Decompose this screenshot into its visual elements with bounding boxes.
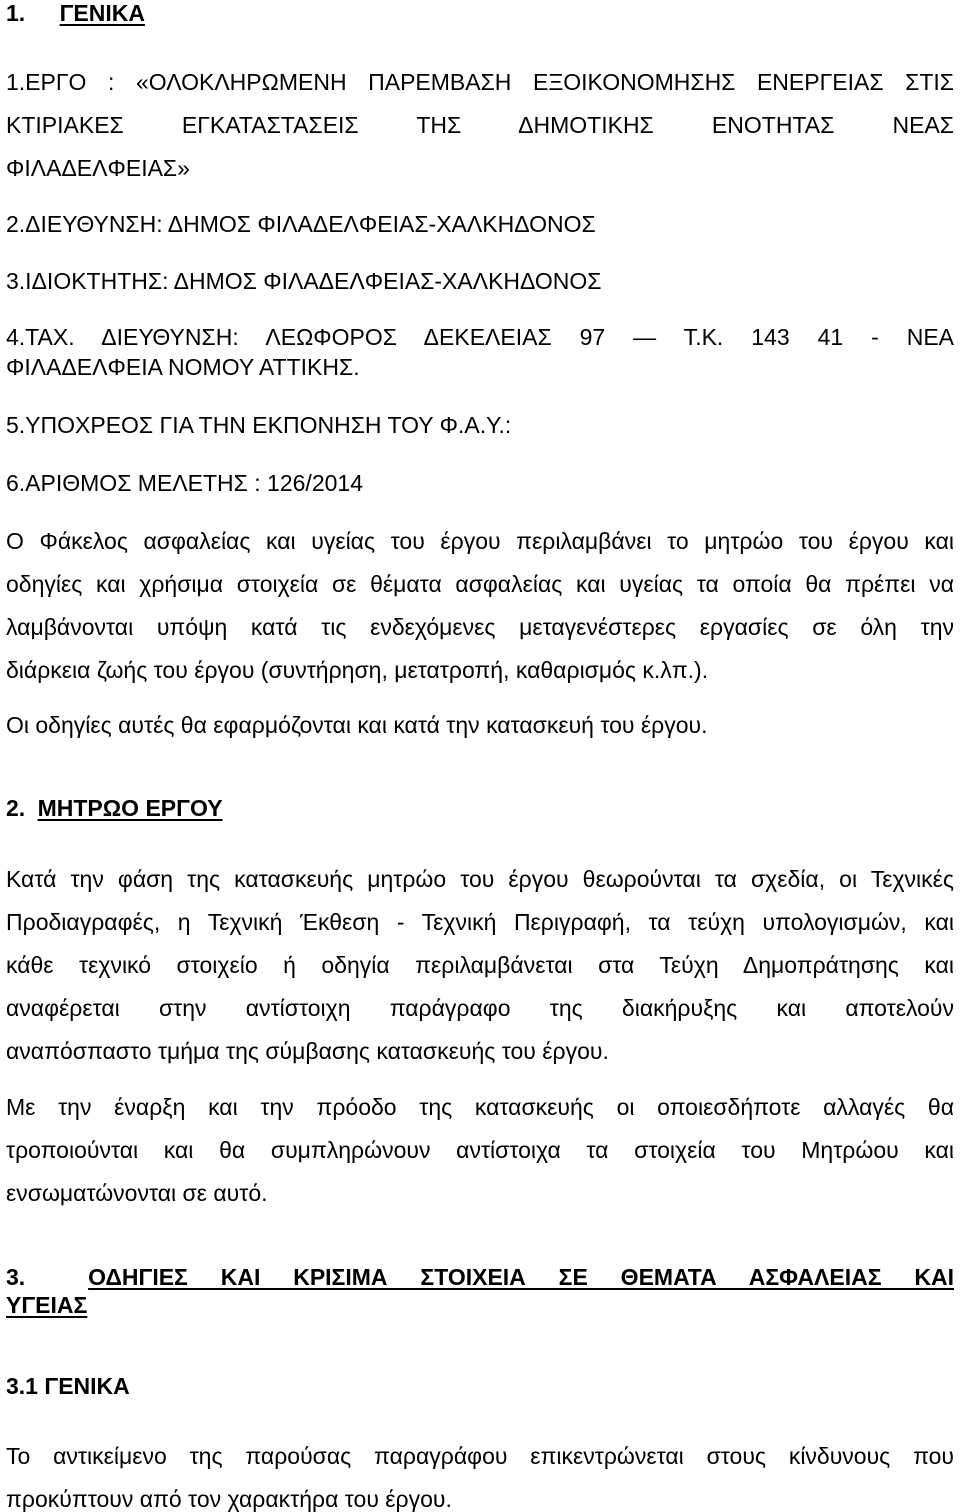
section-2-p1-line-3: κάθε τεχνικό στοιχείο ή οδηγία περιλαμβάνεται στα Τεύχη Δημοπράτησης και [6, 952, 954, 978]
section-2-title: ΜΗΤΡΩΟ ΕΡΓΟΥ [37, 795, 223, 821]
section-2-p1-line-2: Προδιαγραφές, η Τεχνική Έκθεση - Τεχνική Περιγραφή, τα τεύχη υπολογισμών, και [6, 909, 954, 935]
section-3-number: 3. [6, 1264, 26, 1290]
section-2-p2-line-3: ενσωματώνονται σε αυτό. [6, 1180, 268, 1206]
section-2-p1-line-4: αναφέρεται στην αντίστοιχη παράγραφο της διακήρυξης και αποτελούν [6, 995, 954, 1021]
section-3-title-line-2: ΥΓΕΙΑΣ [6, 1292, 88, 1318]
section-2-number: 2. [6, 795, 26, 821]
section-3-1-line-1: Το αντικείμενο της παρούσας παραγράφου επικεντρώνεται στους κίνδυνους που [6, 1443, 954, 1469]
project-line-3: ΦΙΛΑΔΕΛΦΕΙΑΣ» [6, 155, 190, 181]
project-study-number-line: 6.ΑΡΙΘΜΟΣ ΜΕΛΕΤΗΣ : 126/2014 [6, 470, 363, 496]
project-line-1: 1.ΕΡΓΟ : «ΟΛΟΚΛΗΡΩΜΕΝΗ ΠΑΡΕΜΒΑΣΗ ΕΞΟΙΚΟΝΟΜΗΣΗΣ ΕΝΕΡΓΕΙΑΣ ΣΤΙΣ [6, 69, 954, 95]
section-3-title-line-1: ΟΔΗΓΙΕΣ ΚΑΙ ΚΡΙΣΙΜΑ ΣΤΟΙΧΕΙΑ ΣΕ ΘΕΜΑΤΑ ΑΣΦΑΛΕΙΑΣ ΚΑΙ [88, 1264, 955, 1290]
project-address-line: 2.ΔΙΕΥΘΥΝΣΗ: ΔΗΜΟΣ ΦΙΛΑΔΕΛΦΕΙΑΣ-ΧΑΛΚΗΔΟΝΟΣ [6, 211, 596, 237]
section-2-p2-line-1: Με την έναρξη και την πρόοδο της κατασκευής οι οποιεσδήποτε αλλαγές θα [6, 1094, 954, 1120]
section-2-p1-line-5: αναπόσπαστο τμήμα της σύμβασης κατασκευής του έργου. [6, 1038, 609, 1064]
intro-line-4: διάρκεια ζωής του έργου (συντήρηση, μετατροπή, καθαρισμός κ.λπ.). [6, 657, 709, 683]
section-2-heading [6, 795, 223, 821]
section-1-heading [6, 0, 145, 26]
project-postal-line-1: 4.ΤΑΧ. ΔΙΕΥΘΥΝΣΗ: ΛΕΩΦΟΡΟΣ ΔΕΚΕΛΕΙΑΣ 97 — Τ.Κ. 143 41 - ΝΕΑ [6, 324, 954, 350]
section-3-1-heading: 3.1 ΓΕΝΙΚΑ [6, 1373, 130, 1399]
project-postal-line-2: ΦΙΛΑΔΕΛΦΕΙΑ ΝΟΜΟΥ ΑΤΤΙΚΗΣ. [6, 354, 360, 380]
section-2-p1-line-1: Κατά την φάση της κατασκευής μητρώο του έργου θεωρούνται τα σχεδία, οι Τεχνικές [6, 866, 954, 892]
intro-line-1: Ο Φάκελος ασφαλείας και υγείας του έργου περιλαμβάνει το μητρώο του έργου και [6, 528, 954, 554]
section-3-heading-cont [6, 1292, 87, 1318]
project-owner-line: 3.ΙΔΙΟΚΤΗΤΗΣ: ΔΗΜΟΣ ΦΙΛΑΔΕΛΦΕΙΑΣ-ΧΑΛΚΗΔΟΝΟΣ [6, 268, 602, 294]
intro-line-5: Οι οδηγίες αυτές θα εφαρμόζονται και κατά την κατασκευή του έργου. [6, 712, 708, 738]
section-3-1-line-2: προκύπτουν από τον χαρακτήρα του έργου. [6, 1486, 452, 1512]
section-1-title: ΓΕΝΙΚΑ [59, 0, 145, 26]
project-line-2: ΚΤΙΡΙΑΚΕΣ ΕΓΚΑΤΑΣΤΑΣΕΙΣ ΤΗΣ ΔΗΜΟΤΙΚΗΣ ΕΝΟΤΗΤΑΣ ΝΕΑΣ [6, 112, 954, 138]
section-1-number: 1. [6, 0, 26, 26]
intro-line-3: λαμβάνονται υπόψη κατά τις ενδεχόμενες μεταγενέστερες εργασίες σε όλη την [6, 614, 954, 640]
section-2-p2-line-2: τροποιούνται και θα συμπληρώνουν αντίστοιχα τα στοιχεία του Μητρώου και [6, 1137, 954, 1163]
section-3-heading [6, 1264, 954, 1290]
project-responsible-line: 5.ΥΠΟΧΡΕΟΣ ΓΙΑ ΤΗΝ ΕΚΠΟΝΗΣΗ ΤΟΥ Φ.Α.Υ.: [6, 412, 512, 438]
intro-line-2: οδηγίες και χρήσιμα στοιχεία σε θέματα ασφαλείας και υγείας τα οποία θα πρέπει να [6, 571, 954, 597]
